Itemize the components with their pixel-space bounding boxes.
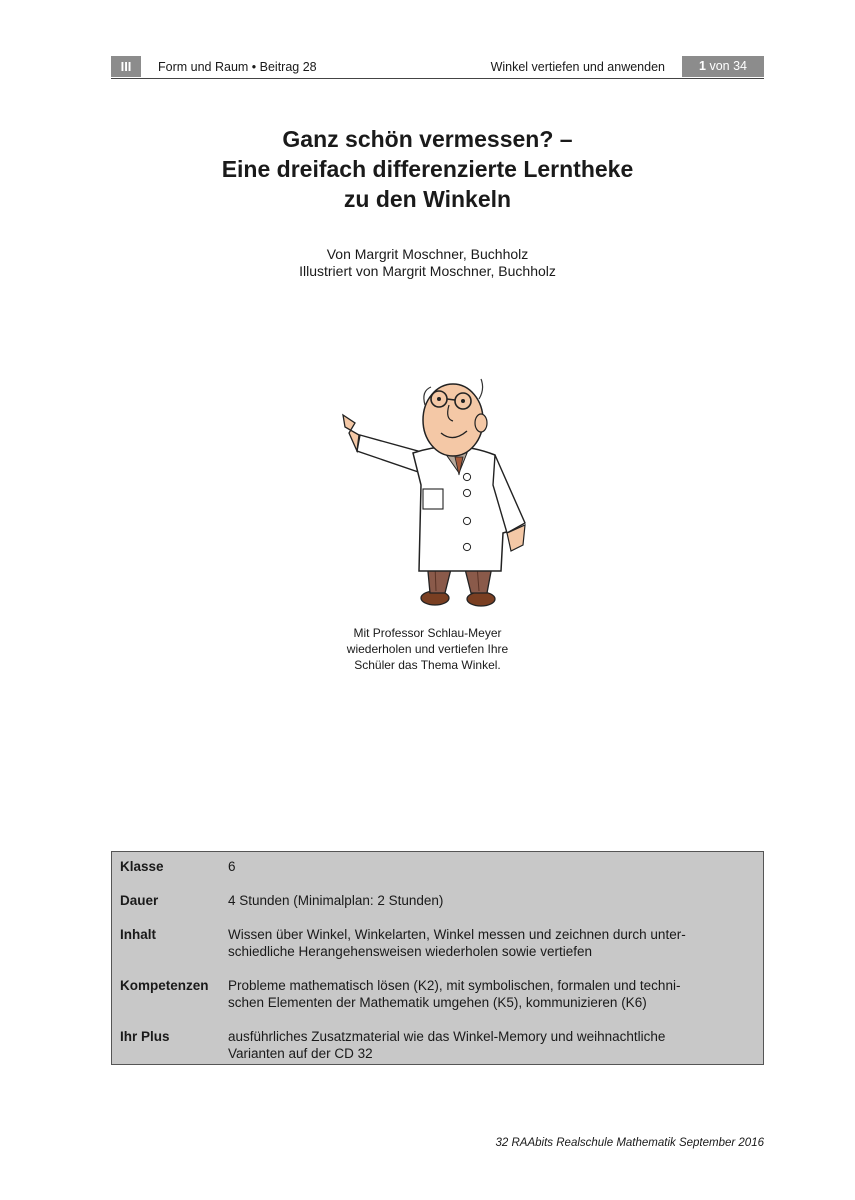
page-indicator	[682, 56, 764, 77]
info-value-line: ausführliches Zusatzmaterial wie das Winkel-Memory und weihnachtliche	[228, 1029, 666, 1044]
professor-illustration	[335, 365, 535, 615]
section-badge: III	[111, 56, 141, 77]
author-credits	[0, 246, 855, 280]
info-value	[228, 926, 755, 960]
illustration-caption	[0, 625, 855, 673]
info-label: Kompetenzen	[120, 978, 209, 993]
info-value-line: schiedliche Herangehensweisen wiederholen sowie vertiefen	[228, 944, 592, 959]
title-line-3: zu den Winkeln	[343, 186, 512, 212]
series-label: Form und Raum • Beitrag 28	[158, 60, 317, 74]
caption-line-1: Mit Professor Schlau-Meyer	[353, 626, 502, 640]
illustrator-line: Illustriert von Margrit Moschner, Buchholz	[299, 263, 556, 279]
info-value-line: Probleme mathematisch lösen (K2), mit symbolischen, formalen und techni-	[228, 978, 681, 993]
info-label: Dauer	[120, 893, 159, 908]
page-footer: 32 RAAbits Realschule Mathematik September 2016	[495, 1137, 764, 1149]
info-value: 6	[228, 859, 236, 874]
info-value: 4 Stunden (Minimalplan: 2 Stunden)	[228, 893, 444, 908]
info-label: Inhalt	[120, 927, 156, 942]
info-value-line: schen Elementen der Mathematik umgehen (K5), kommunizieren (K6)	[228, 995, 647, 1010]
caption-line-3: Schüler das Thema Winkel.	[354, 658, 501, 672]
title-line-2: Eine dreifach differenzierte Lerntheke	[221, 156, 634, 182]
info-label: Klasse	[120, 859, 164, 874]
topic-label: Winkel vertiefen und anwenden	[490, 60, 665, 74]
info-value	[228, 977, 755, 1011]
author-line: Von Margrit Moschner, Buchholz	[326, 246, 529, 262]
info-value	[228, 1028, 755, 1062]
info-value-line: Wissen über Winkel, Winkelarten, Winkel messen und zeichnen durch unter-	[228, 927, 686, 942]
info-label: Ihr Plus	[120, 1029, 170, 1044]
info-value-line: Varianten auf der CD 32	[228, 1046, 373, 1061]
page-current: 1	[699, 59, 706, 73]
caption-line-2: wiederholen und vertiefen Ihre	[346, 642, 509, 656]
page-header	[111, 56, 764, 79]
title-line-1: Ganz schön vermessen? –	[282, 126, 573, 152]
info-box	[111, 851, 764, 1065]
document-title	[0, 124, 855, 214]
page-total: von 34	[709, 59, 747, 73]
